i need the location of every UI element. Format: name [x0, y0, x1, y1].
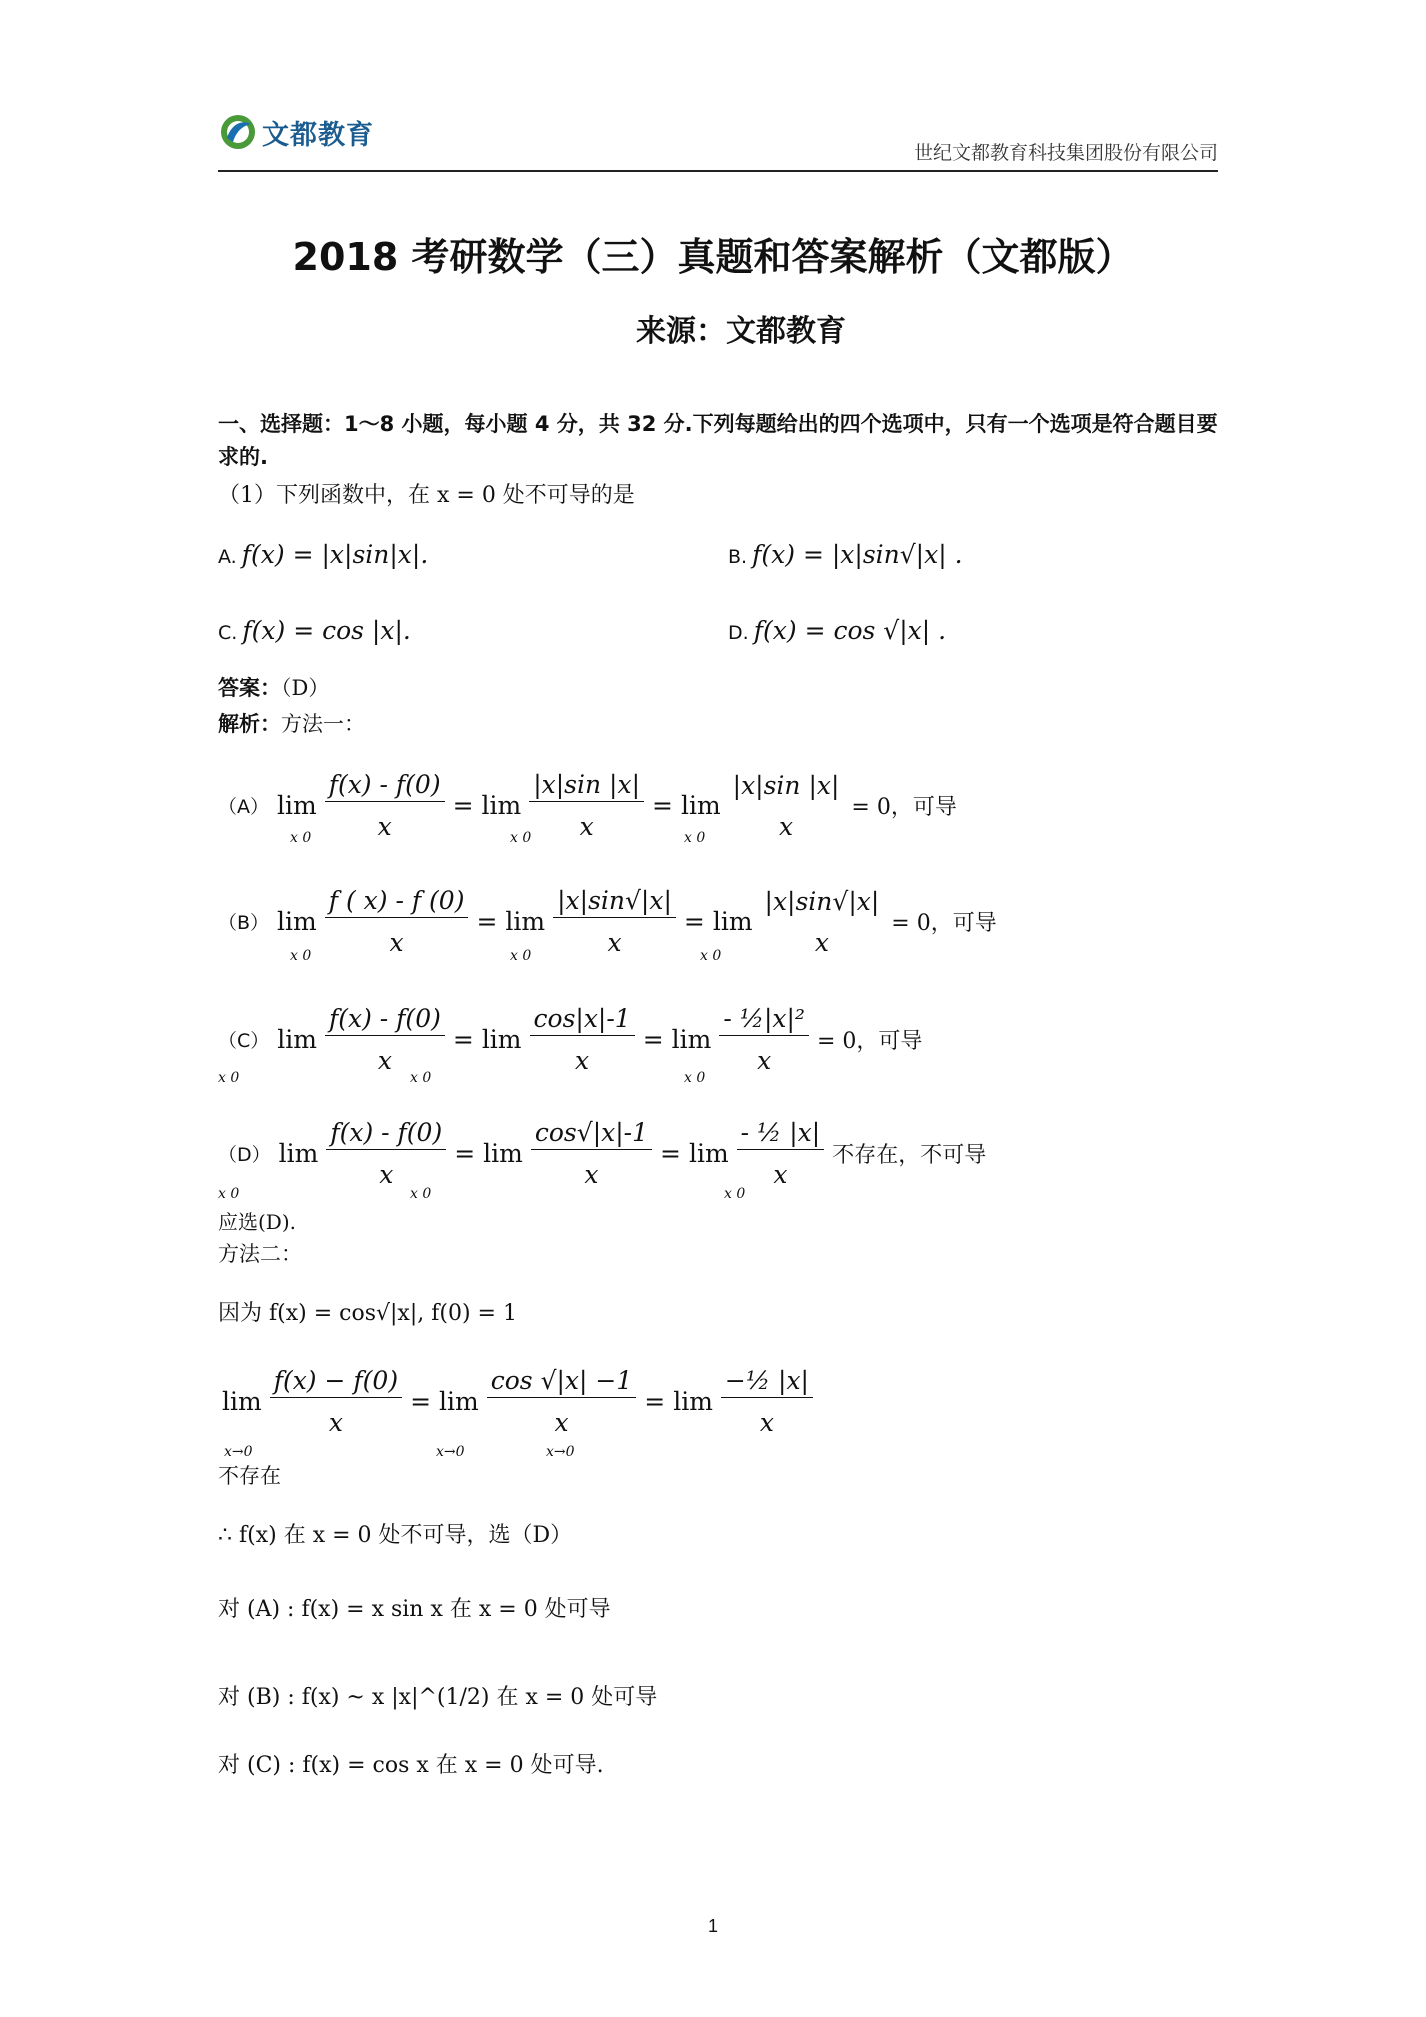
fraction: $\frac{f(x) - f(0)}{x}$: [326, 1118, 446, 1189]
page-number: 1: [707, 1916, 718, 1936]
fraction: |x|sin |x| x: [732, 770, 840, 841]
lim-sub: x→0: [224, 1444, 253, 1460]
lim-sub: x 0: [218, 1186, 240, 1202]
check-b: 对 (B) : f(x) ~ x |x|^(1/2) 在 x = 0 处可导: [218, 1685, 658, 1710]
lim-sub: x→0: [436, 1444, 465, 1460]
answer-line: 答案：（D）: [218, 676, 330, 700]
fraction: $\frac{|x|\sin |x|}{x}$: [529, 770, 644, 841]
limit-row-a: （A） lim $\frac{f(x) - f(0)}{x}$ = lim $\frac{|x|\sin |x|}{x}$ = lim |x|sin |x| x = 0，可导: [218, 770, 957, 841]
lim-sub: x 0: [290, 948, 312, 964]
option-b: B. f(x) = |x|sin√|x| .: [728, 540, 963, 569]
question-stem: （1）下列函数中，在 x = 0 处不可导的是: [218, 483, 635, 508]
therefore-line: ∴ f(x) 在 x = 0 处不可导，选（D）: [218, 1523, 573, 1548]
lim-sub: x 0: [290, 830, 312, 846]
fraction: $\frac{\cos|x|-1}{x}$: [530, 1004, 635, 1075]
fraction: $\frac{\text{- ½ |x|}}{x}$: [737, 1118, 825, 1189]
limit-row-b: （B） lim $\frac{f ( x) - f (0)}{x}$ = lim $\frac{|x|\sin√|x|}{x}$ = lim |x|sin√|x| x = 0，可导: [218, 886, 997, 957]
fraction: $\frac{f(x) - f(0)}{x}$: [325, 770, 445, 841]
limit-row-d: （D） lim $\frac{f(x) - f(0)}{x}$ = lim $\frac{\cos√|x|-1}{x}$ = lim $\frac{\text{- ½ |x|}}{x}$ 不存在，不可导: [218, 1118, 987, 1189]
lim-sub: x→0: [546, 1444, 575, 1460]
method2-label: 方法二：: [218, 1242, 302, 1266]
because-line: 因为 f(x) = cos√|x|, f(0) = 1: [218, 1301, 517, 1326]
fraction: $\frac{\cos √|x| -1}{x}$: [487, 1366, 637, 1437]
lim-sub: x 0: [410, 1070, 432, 1086]
header-logo: [218, 112, 374, 152]
fraction: $\frac{f ( x) - f (0)}{x}$: [325, 886, 469, 957]
check-c: 对 (C) : f(x) = cos x 在 x = 0 处可导.: [218, 1753, 604, 1778]
logo-text: 文都教育: [262, 119, 374, 151]
option-c: C. f(x) = cos |x|.: [218, 616, 411, 645]
fraction: $\frac{\text{−½ |x|}}{x}$: [721, 1366, 813, 1437]
check-a: 对 (A) : f(x) = x sin x 在 x = 0 处可导: [218, 1597, 611, 1622]
page-title: 2018 考研数学（三）真题和答案解析（文都版）: [292, 235, 1134, 279]
lim-sub: x 0: [700, 948, 722, 964]
fraction: |x|sin√|x| x: [764, 886, 880, 957]
lim-sub: x 0: [510, 948, 532, 964]
lim-sub: x 0: [724, 1186, 746, 1202]
not-exist-line: 不存在: [218, 1464, 281, 1488]
fraction: $\frac{\text{- ½|x|²}}{x}$: [719, 1004, 809, 1075]
lim-sub: x 0: [410, 1186, 432, 1202]
header-divider: [218, 170, 1218, 172]
wendu-logo-icon: [218, 112, 258, 152]
fraction: $\frac{f(x) - f(0)}{x}$: [270, 1366, 402, 1437]
choose-line: 应选(D).: [218, 1210, 296, 1234]
fraction: $\frac{f(x) - f(0)}{x}$: [325, 1004, 445, 1075]
fraction: $\frac{|x|\sin√|x|}{x}$: [553, 886, 676, 957]
company-name: 世纪文都教育科技集团股份有限公司: [913, 142, 1218, 164]
analysis-line: 解析：方法一：: [218, 712, 365, 736]
lim-sub: x 0: [218, 1070, 240, 1086]
section-heading: 一、选择题：1～8 小题，每小题 4 分，共 32 分.下列每题给出的四个选项中，只有一个选项是符合题目要求的.: [218, 412, 1218, 469]
page-source: 来源：文都教育: [636, 314, 846, 349]
lim-sub: x 0: [510, 830, 532, 846]
option-d: D. f(x) = cos √|x| .: [728, 616, 947, 645]
limit-row-c: （C） lim $\frac{f(x) - f(0)}{x}$ = lim $\frac{\cos|x|-1}{x}$ = lim $\frac{\text{- ½|x|²}}{x}$ = 0，可导: [218, 1004, 923, 1075]
fraction: $\frac{\cos√|x|-1}{x}$: [531, 1118, 652, 1189]
lim-sub: x 0: [684, 1070, 706, 1086]
method2-limit: lim $\frac{f(x) - f(0)}{x}$ = lim $\frac{\cos √|x| -1}{x}$ = lim $\frac{\text{−½ |x|}}{x}$: [222, 1366, 813, 1437]
option-a: A. f(x) = |x|sin|x|.: [218, 540, 429, 569]
lim-sub: x 0: [684, 830, 706, 846]
